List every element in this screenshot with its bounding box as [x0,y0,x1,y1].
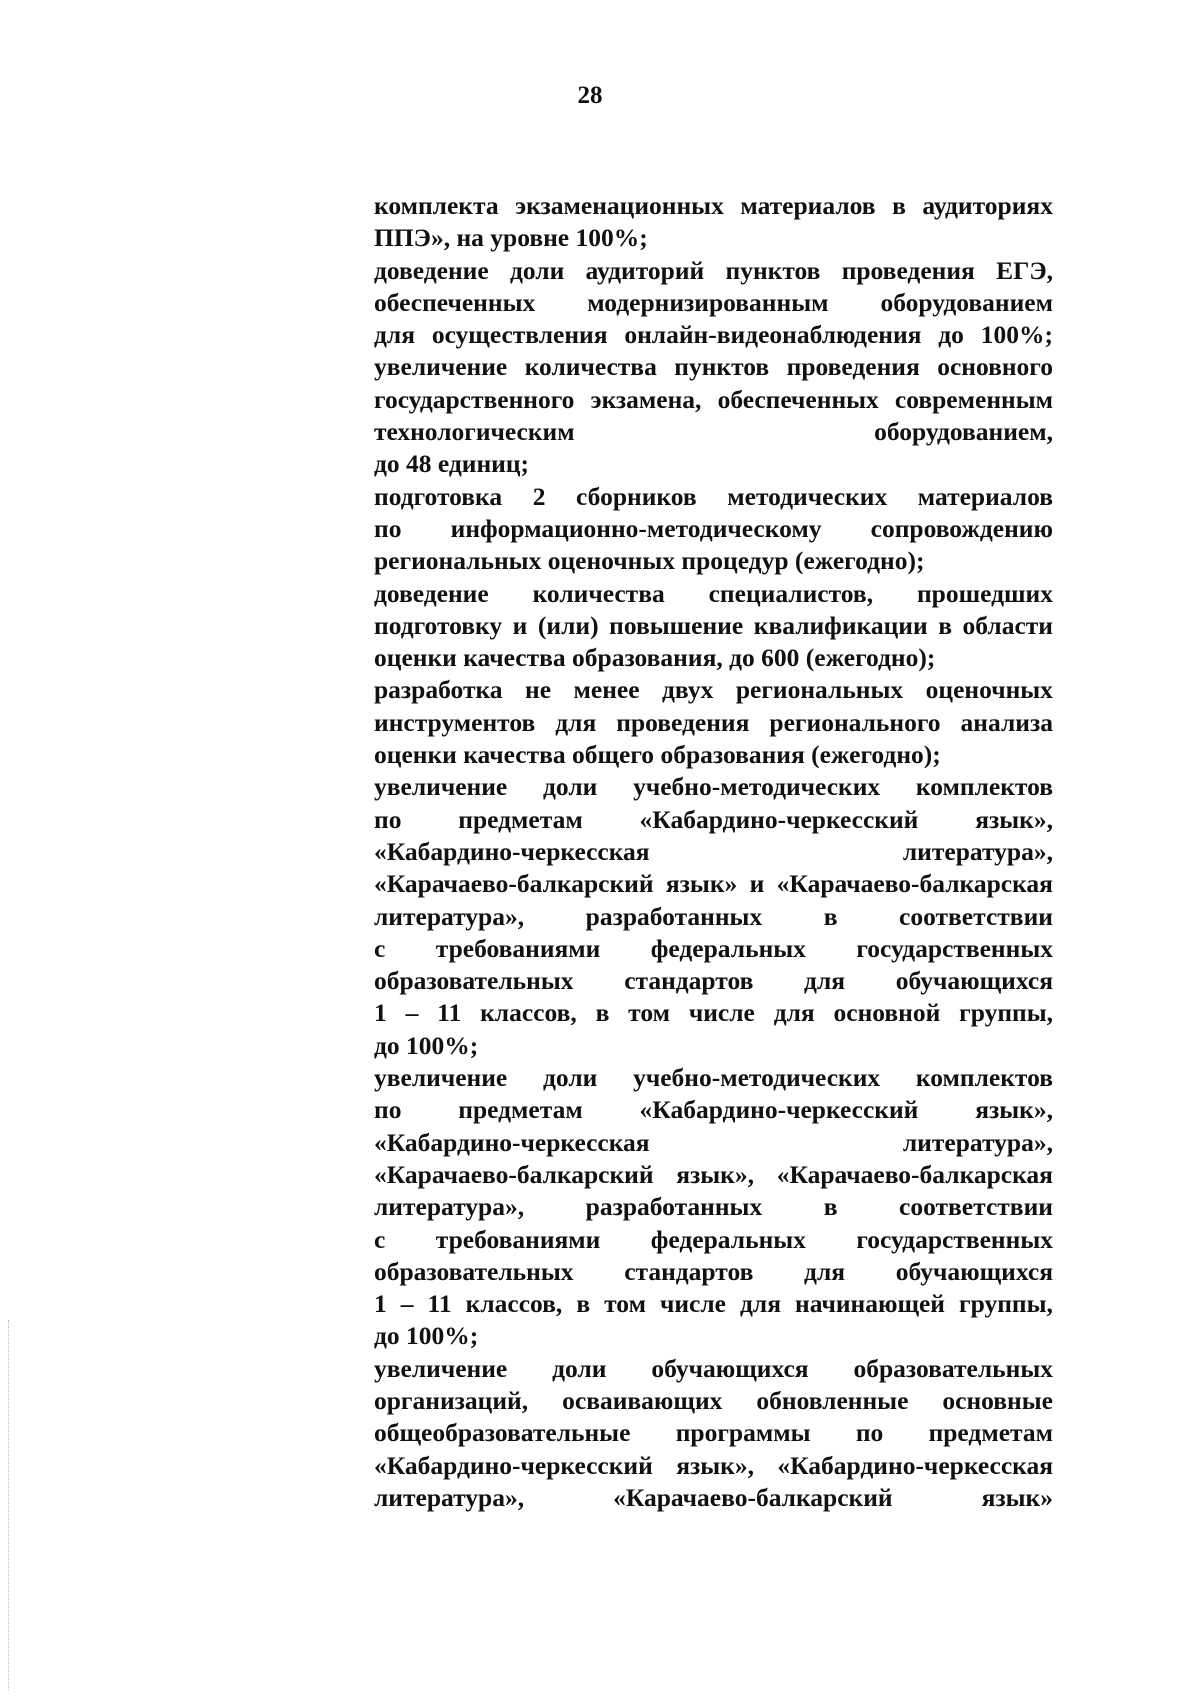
word: экзамена, [590,384,702,414]
word: начинающей [795,1289,945,1319]
word: до [374,449,400,479]
word: литература», [902,1127,1053,1157]
scan-margin-marks [8,1320,12,1690]
word: осваивающих [562,1385,723,1415]
word: 100%; [406,1030,479,1060]
word: «Кабардино-черкесская [777,1450,1053,1480]
word: в [576,1289,591,1319]
word: «Карачаево-балкарская [776,1159,1053,1189]
word: основные [942,1385,1053,1415]
word: в [823,1192,838,1222]
word: в [823,901,838,931]
word: осуществления [431,320,608,350]
word: региональных [735,675,904,705]
word: модернизированным [587,287,829,317]
text-line [374,319,1053,351]
word: литература», [374,1482,525,1512]
word: требованиями [435,1224,601,1254]
word: требованиями [435,933,601,963]
word: доли [543,1063,598,1093]
text-line [374,448,1053,480]
word: обеспеченных [374,287,536,317]
word: до [374,1030,400,1060]
text-line [374,707,1053,739]
word: «Кабардино-черкесская [374,1127,650,1157]
word: менее [573,675,640,705]
text-line [374,1030,1053,1062]
word: «Кабардино-черкесский [639,1095,919,1125]
word: до [938,320,964,350]
word: образовательных [374,1256,574,1286]
word: государственного [374,384,575,414]
word: язык» [665,869,738,899]
word: процедур [681,546,789,576]
word: до [374,1321,400,1351]
word: проведения [616,707,750,737]
word: для [773,998,815,1028]
word: онлайн-видеонаблюдения [624,320,922,350]
word: комплектов [915,772,1053,802]
word: и [512,610,528,640]
text-line [374,997,1053,1029]
text-line [374,287,1053,319]
word: образования, [572,643,723,673]
word: подготовку [374,610,503,640]
word: «Кабардино-черкесская [374,836,650,866]
word: оценочных [547,546,675,576]
text-line [374,578,1053,610]
word: государственных [856,933,1053,963]
word: язык» [981,1482,1053,1512]
word: 2 [532,481,546,511]
word: доведение [374,578,489,608]
text-line [374,1320,1053,1352]
word: язык», [975,804,1053,834]
text-line [374,1224,1053,1256]
word: «Карачаево-балкарский [374,869,654,899]
word: на [456,223,484,253]
word: не [525,675,552,705]
word: литература», [374,1192,525,1222]
word: – [400,1289,414,1319]
text-line [374,674,1053,706]
text-line [374,1450,1053,1482]
word: ППЭ», [374,223,451,253]
text-line [374,351,1053,383]
text-line [374,513,1053,545]
word: методических [727,481,888,511]
word: для [374,320,416,350]
word: аудиторий [585,255,705,285]
word: соответствии [899,901,1053,931]
text-line [374,545,1053,577]
word: доли [543,772,598,802]
word: стандартов [624,966,754,996]
word: язык», [975,1095,1053,1125]
word: пунктов [725,255,821,285]
word: 11 [427,1289,452,1319]
word: – [405,998,419,1028]
word: единиц; [437,449,530,479]
word: обучающихся [895,966,1053,996]
word: разработка [374,675,503,705]
text-line [374,1191,1053,1223]
word: числе [659,1289,726,1319]
word: образования [660,740,805,770]
text-line [374,481,1053,513]
word: увеличение [374,352,508,382]
word: материалов [740,191,876,220]
word: сопровождению [870,513,1053,543]
word: литература», [374,901,525,931]
word: двух [662,675,714,705]
text-line [374,642,1053,674]
word: стандартов [624,1256,754,1286]
word: увеличение [374,1353,508,1383]
word: том [628,998,670,1028]
word: материалов [917,481,1053,511]
word: повышение [609,610,744,640]
word: увеличение [374,772,508,802]
page-number: 28 [577,82,603,109]
word: организаций, [374,1385,529,1415]
text-line [374,868,1053,900]
text-line [374,1256,1053,1288]
word: государственных [856,1224,1053,1254]
word: для [804,966,846,996]
word: программы [675,1418,811,1448]
word: 600 [761,643,800,673]
text-line [374,933,1053,965]
word: оценки [374,643,457,673]
word: и [749,869,765,899]
word: в [938,610,952,640]
word: региональных [374,546,542,576]
word: в [892,191,906,220]
word: с [374,1224,386,1254]
text-line [374,965,1053,997]
text-line [374,1288,1053,1320]
word: 11 [437,998,462,1028]
word: доли [509,255,565,285]
word: учебно-методических [633,1063,881,1093]
word: уровне [490,223,570,253]
word: разработанных [585,1192,763,1222]
word: основного [937,352,1053,382]
text-line [374,901,1053,933]
text-line [374,1159,1053,1191]
word: для [804,1256,846,1286]
text-line [374,384,1053,416]
word: (ежегодно); [811,740,941,770]
text-line [374,255,1053,287]
word: 100%; [575,223,648,253]
word: качества [463,740,566,770]
text-line [374,1482,1053,1514]
text-line [374,1094,1053,1126]
word: с [374,933,386,963]
word: информационно-методическому [450,513,822,543]
word: квалификации [753,610,928,640]
word: общего [572,740,655,770]
word: 1 [374,998,387,1028]
word: «Карачаево-балкарская [776,869,1053,899]
word: сборников [576,481,697,511]
word: инструментов [374,707,536,737]
word: 1 [374,1289,387,1319]
word: обновленные [756,1385,909,1415]
text-line [374,1385,1053,1417]
word: «Карачаево-балкарский [613,1482,893,1512]
word: соответствии [899,1192,1053,1222]
word: количества [524,352,657,382]
word: проведения [786,352,920,382]
word: группы, [959,998,1053,1028]
word: 48 [406,449,432,479]
word: том [604,1289,646,1319]
word: оценочных [925,675,1053,705]
word: оценки [374,740,457,770]
word: экзаменационных [515,191,724,220]
word: комплекта [374,191,499,220]
word: количества [532,578,665,608]
word: образовательных [853,1353,1053,1383]
word: для [555,707,597,737]
word: качества [463,643,566,673]
word: федеральных [650,1224,806,1254]
word: по [374,513,402,543]
text-line [374,804,1053,836]
text-line [374,739,1053,771]
word: обучающихся [651,1353,809,1383]
text-line [374,1353,1053,1385]
word: образовательных [374,966,574,996]
text-line [374,610,1053,642]
word: анализа [960,707,1053,737]
word: (или) [537,610,599,640]
word: язык», [676,1450,754,1480]
text-line [374,836,1053,868]
text-line [374,771,1053,803]
word: федеральных [650,933,806,963]
word: пунктов [674,352,770,382]
word: числе [688,998,755,1028]
word: регионального [769,707,941,737]
word: обеспеченных [717,384,879,414]
word: обучающихся [895,1256,1053,1286]
word: 100%; [406,1321,479,1351]
word: предметам [458,804,583,834]
body-text [374,190,1053,1514]
word: оборудованием, [874,417,1053,447]
word: прошедших [916,578,1053,608]
text-line [374,1062,1053,1094]
word: предметам [458,1095,583,1125]
word: «Карачаево-балкарский [374,1159,654,1189]
word: классов, [465,1289,563,1319]
word: увеличение [374,1063,508,1093]
word: по [855,1418,884,1448]
word: разработанных [585,901,763,931]
word: оборудованием [880,287,1053,317]
word: учебно-методических [633,772,881,802]
word: (ежегодно); [794,546,925,576]
word: по [374,804,402,834]
word: общеобразовательные [374,1418,631,1448]
word: области [962,610,1053,640]
word: современным [894,384,1053,414]
text-line [374,190,1053,222]
word: до [729,643,755,673]
word: 100%; [980,320,1053,350]
word: по [374,1095,402,1125]
word: предметам [928,1418,1053,1448]
word: специалистов, [708,578,874,608]
word: в [595,998,610,1028]
word: аудиториях [922,191,1053,220]
text-line [374,222,1053,254]
word: классов, [480,998,577,1028]
text-line [374,1417,1053,1449]
word: язык», [676,1159,754,1189]
text-line [374,416,1053,448]
word: подготовка [374,481,503,511]
word: «Кабардино-черкесский [374,1450,653,1480]
word: (ежегодно); [805,643,936,673]
word: ЕГЭ, [996,255,1053,285]
word: доли [552,1353,607,1383]
word: доведение [374,255,489,285]
text-line [374,1127,1053,1159]
word: литература», [902,836,1053,866]
word: технологическим [374,417,575,447]
word: комплектов [915,1063,1053,1093]
word: «Кабардино-черкесский [639,804,919,834]
word: основной [833,998,941,1028]
word: проведения [841,255,975,285]
word: для [740,1289,782,1319]
word: группы, [959,1289,1053,1319]
